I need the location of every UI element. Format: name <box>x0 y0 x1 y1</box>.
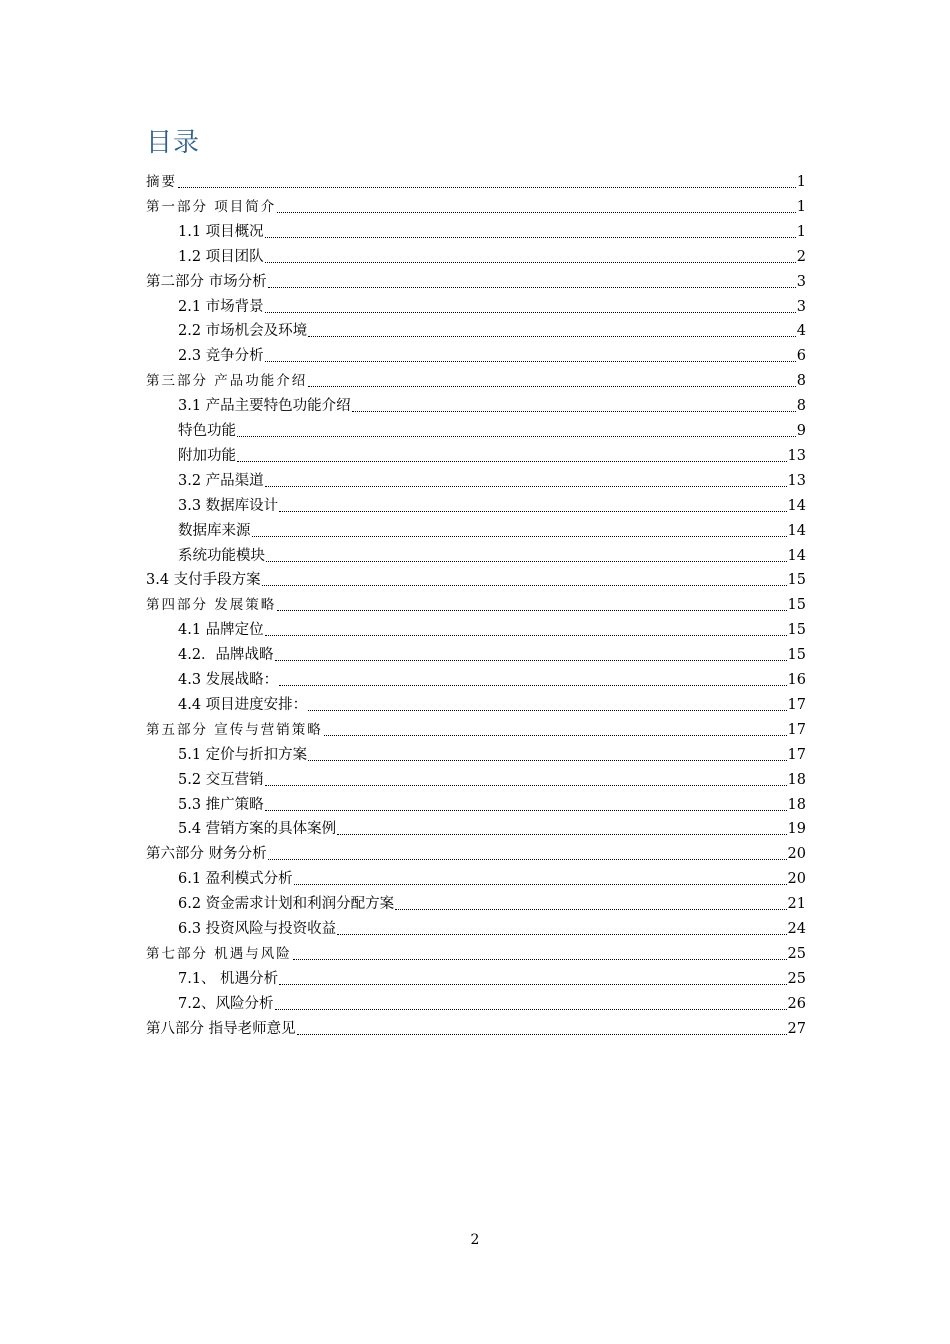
toc-dot-leader <box>337 833 786 835</box>
toc-entry-page: 17 <box>787 721 806 738</box>
toc-entry[interactable] <box>0 193 806 217</box>
toc-entry[interactable] <box>0 218 806 242</box>
toc-dot-leader <box>279 983 786 985</box>
toc-entry-label: 7.1、 机遇分析 <box>178 970 279 987</box>
toc-entry-label: 6.2 资金需求计划和利润分配方案 <box>178 896 395 913</box>
toc-entry[interactable] <box>0 990 806 1014</box>
toc-entry-label: 4.3 发展战略： <box>178 672 279 688</box>
toc-entry-page: 24 <box>787 921 806 937</box>
toc-entry-label: 5.4 营销方案的具体案例 <box>178 821 337 838</box>
toc-dot-leader <box>265 261 796 263</box>
toc-entry-label: 3.1 产品主要特色功能介绍 <box>178 398 351 415</box>
toc-entry[interactable] <box>0 865 806 889</box>
toc-dot-leader <box>262 584 787 586</box>
toc-entry[interactable] <box>0 268 806 292</box>
toc-dot-leader <box>252 535 787 537</box>
toc-entry-label: 6.3 投资风险与投资收益 <box>178 921 337 937</box>
toc-entry-page: 21 <box>787 896 806 913</box>
toc-entry[interactable] <box>0 840 806 864</box>
toc-entry-page: 18 <box>787 796 806 813</box>
toc-entry-page: 26 <box>787 995 806 1012</box>
toc-entry[interactable] <box>0 716 806 740</box>
toc-dot-leader <box>265 360 796 362</box>
toc-entry[interactable] <box>0 791 806 815</box>
toc-entry-page: 6 <box>796 348 806 365</box>
toc-entry-label: 4.4 项目进度安排： <box>178 696 308 713</box>
toc-entry[interactable] <box>0 890 806 914</box>
toc-entry[interactable] <box>0 342 806 366</box>
toc-entry[interactable] <box>0 417 806 441</box>
toc-entry-page: 25 <box>787 945 806 962</box>
toc-entry-label: 3.4 支付手段方案 <box>146 572 261 589</box>
toc-dot-leader <box>337 933 786 935</box>
toc-entry[interactable] <box>0 243 806 267</box>
toc-entry-page: 1 <box>796 174 806 190</box>
toc-entry-label: 1.2 项目团队 <box>178 248 264 265</box>
toc-dot-leader <box>268 286 796 288</box>
toc-entry[interactable] <box>0 392 806 416</box>
toc-entry-page: 8 <box>796 373 806 390</box>
toc-entry[interactable] <box>0 940 806 964</box>
toc-dot-leader <box>308 759 786 761</box>
toc-entry-page: 8 <box>796 398 806 415</box>
toc-dot-leader <box>265 485 787 487</box>
toc-entry-page: 3 <box>796 298 806 315</box>
toc-entry-label: 3.2 产品渠道 <box>178 472 264 489</box>
toc-dot-leader <box>237 460 787 462</box>
toc-entry-page: 13 <box>787 447 806 464</box>
toc-entry-label: 摘要 <box>146 174 177 190</box>
toc-entry-label: 5.2 交互营销 <box>178 771 264 788</box>
toc-entry[interactable] <box>0 666 806 690</box>
toc-entry-page: 17 <box>787 696 806 713</box>
toc-entry-page: 3 <box>796 273 806 290</box>
toc-entry[interactable] <box>0 168 806 192</box>
toc-dot-leader <box>266 560 787 562</box>
toc-entry-page: 16 <box>787 672 806 688</box>
toc-entry-page: 18 <box>787 771 806 788</box>
toc-title: 目录 <box>146 128 201 158</box>
toc-dot-leader <box>265 634 787 636</box>
toc-entry-page: 14 <box>787 522 806 539</box>
toc-entry-label: 系统功能模块 <box>178 547 265 564</box>
toc-dot-leader <box>308 335 796 337</box>
toc-dot-leader <box>395 908 786 910</box>
toc-dot-leader <box>297 1033 787 1035</box>
toc-entry-label: 第二部分 市场分析 <box>146 273 267 290</box>
toc-dot-leader <box>352 410 796 412</box>
toc-entry-label: 6.1 盈利模式分析 <box>178 871 293 888</box>
toc-dot-leader <box>308 709 786 711</box>
toc-entry-label: 第六部分 财务分析 <box>146 846 267 863</box>
toc-entry[interactable] <box>0 915 806 939</box>
toc-entry-label: 第四部分 发展策略 <box>146 597 277 614</box>
toc-entry[interactable] <box>0 517 806 541</box>
toc-entry-page: 4 <box>796 323 806 340</box>
toc-entry-page: 15 <box>787 647 806 664</box>
toc-entry[interactable] <box>0 293 806 317</box>
toc-dot-leader <box>279 684 786 686</box>
toc-entry-label: 5.3 推广策略 <box>178 796 264 813</box>
toc-entry-label: 第八部分 指导老师意见 <box>146 1020 296 1037</box>
toc-entry-label: 第一部分 项目简介 <box>146 198 277 215</box>
toc-entry-label: 7.2、风险分析 <box>178 995 274 1012</box>
toc-entry-page: 15 <box>787 572 806 589</box>
toc-dot-leader <box>308 385 795 387</box>
toc-entry[interactable] <box>0 467 806 491</box>
toc-entry-page: 25 <box>787 970 806 987</box>
toc-dot-leader <box>275 1008 787 1010</box>
toc-dot-leader <box>265 236 796 238</box>
toc-dot-leader <box>324 734 787 736</box>
page-number: 2 <box>470 1232 480 1248</box>
toc-entry-page: 14 <box>787 547 806 564</box>
toc-entry-label: 4.2．品牌战略 <box>178 647 274 664</box>
toc-entry-page: 15 <box>787 597 806 614</box>
toc-entry-label: 特色功能 <box>178 423 236 439</box>
toc-dot-leader <box>279 510 786 512</box>
toc-entry-page: 1 <box>796 223 806 240</box>
toc-entry[interactable] <box>0 965 806 989</box>
toc-entry[interactable] <box>0 641 806 665</box>
toc-entry-label: 2.2 市场机会及环境 <box>178 323 308 340</box>
toc-dot-leader <box>265 784 787 786</box>
toc-entry-label: 第三部分 产品功能介绍 <box>146 373 308 390</box>
toc-entry-label: 数据库来源 <box>178 522 251 539</box>
toc-entry-page: 20 <box>787 871 806 888</box>
toc-entry[interactable] <box>0 815 806 839</box>
toc-entry-label: 附加功能 <box>178 447 236 464</box>
toc-entry[interactable] <box>0 591 806 615</box>
toc-entry-label: 1.1 项目概况 <box>178 223 264 240</box>
toc-entry[interactable] <box>0 566 806 590</box>
toc-dot-leader <box>265 809 787 811</box>
toc-entry-label: 第五部分 宣传与营销策略 <box>146 721 323 738</box>
toc-dot-leader <box>275 659 787 661</box>
toc-dot-leader <box>268 858 787 860</box>
toc-dot-leader <box>277 609 786 611</box>
toc-dot-leader <box>277 211 795 213</box>
toc-entry-page: 17 <box>787 746 806 763</box>
toc-entry-label: 3.3 数据库设计 <box>178 497 279 514</box>
toc-entry[interactable] <box>0 691 806 715</box>
toc-entry-page: 19 <box>787 821 806 838</box>
toc-dot-leader <box>294 883 787 885</box>
toc-entry[interactable] <box>0 492 806 516</box>
toc-entry-page: 9 <box>796 423 806 439</box>
toc-dot-leader <box>265 311 796 313</box>
toc-entry-page: 15 <box>787 622 806 639</box>
toc-entry[interactable] <box>0 766 806 790</box>
toc-entry-label: 2.1 市场背景 <box>178 298 264 315</box>
toc-entry-label: 5.1 定价与折扣方案 <box>178 746 308 763</box>
toc-entry-page: 2 <box>796 248 806 265</box>
toc-dot-leader <box>178 186 796 188</box>
toc-entry[interactable] <box>0 616 806 640</box>
toc-entry[interactable] <box>0 317 806 341</box>
toc-entry[interactable] <box>0 442 806 466</box>
toc-entry-label: 4.1 品牌定位 <box>178 622 264 639</box>
toc-entry-page: 13 <box>787 472 806 489</box>
toc-dot-leader <box>237 435 796 437</box>
toc-entry-page: 27 <box>787 1020 806 1037</box>
toc-entry-page: 14 <box>787 497 806 514</box>
toc-entry[interactable] <box>0 1015 806 1039</box>
toc-entry[interactable] <box>0 741 806 765</box>
toc-dot-leader <box>293 958 787 960</box>
toc-entry-label: 2.3 竞争分析 <box>178 348 264 365</box>
toc-entry-page: 20 <box>787 846 806 863</box>
toc-entry-label: 第七部分 机遇与风险 <box>146 945 292 962</box>
toc-entry-page: 1 <box>796 198 806 215</box>
toc-entry[interactable] <box>0 367 806 391</box>
toc-entry[interactable] <box>0 542 806 566</box>
